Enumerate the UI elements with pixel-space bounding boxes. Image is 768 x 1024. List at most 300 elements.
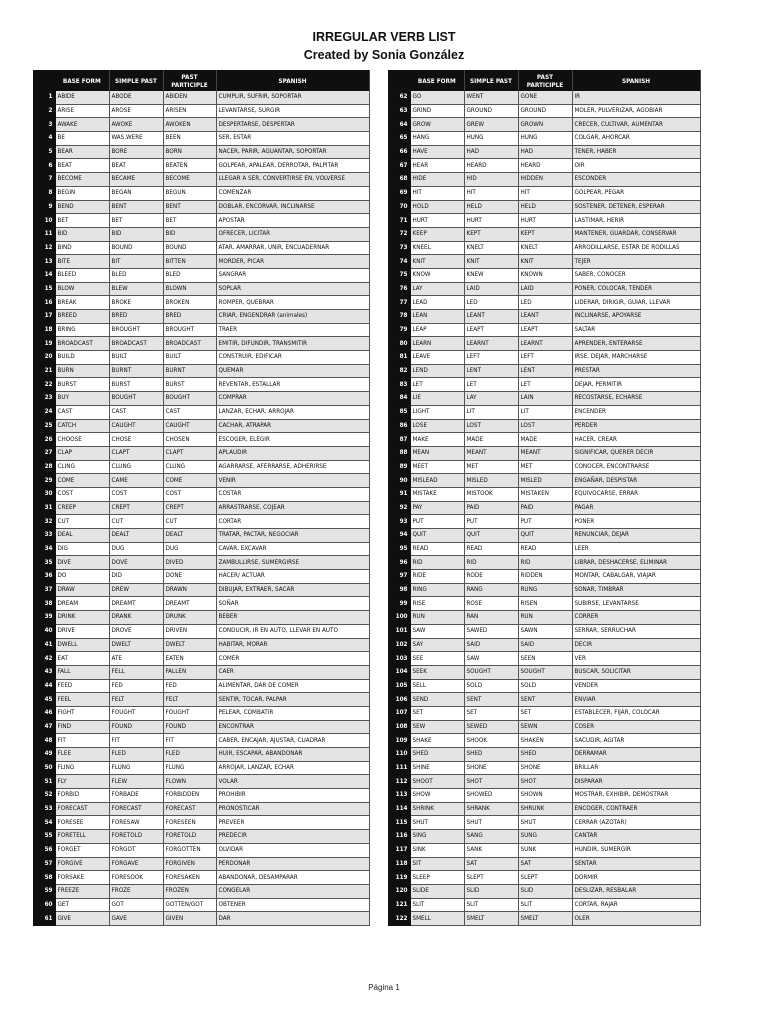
table-row <box>388 323 700 337</box>
verb-past-participle: COST <box>163 487 216 501</box>
verb-number: 63 <box>388 104 410 118</box>
verb-spanish: RENUNCIAR, DEJAR <box>572 529 700 543</box>
verb-base-form: KNOW <box>410 268 464 282</box>
verb-past-participle: FORGOTTEN <box>163 843 216 857</box>
verb-simple-past: KNIT <box>464 255 518 269</box>
verb-past-participle: BITTEN <box>163 255 216 269</box>
verb-base-form: SAW <box>410 624 464 638</box>
verb-spanish: COSTAR <box>216 487 369 501</box>
verb-past-participle: FELT <box>163 693 216 707</box>
verb-base-form: DO <box>55 570 109 584</box>
verb-spanish: LANZAR, ECHAR, ARROJAR <box>216 405 369 419</box>
table-row <box>388 775 700 789</box>
verb-number: 42 <box>33 652 55 666</box>
verb-simple-past: HELD <box>464 200 518 214</box>
verb-past-participle: DRAWN <box>163 583 216 597</box>
table-row <box>33 460 369 474</box>
verb-simple-past: SMELT <box>464 912 518 926</box>
verb-number: 58 <box>33 871 55 885</box>
table-row <box>388 638 700 652</box>
verb-spanish: EQUIVOCARSE, ERRAR <box>572 487 700 501</box>
verb-spanish: SER, ESTAR <box>216 132 369 146</box>
verb-spanish: SOSTENER, DETENER, ESPERAR <box>572 200 700 214</box>
verb-base-form: FORETELL <box>55 830 109 844</box>
table-row <box>33 310 369 324</box>
verb-past-participle: FORBIDDEN <box>163 789 216 803</box>
verb-simple-past: SAW <box>464 652 518 666</box>
verb-base-form: CLAP <box>55 446 109 460</box>
verb-base-form: SLIDE <box>410 884 464 898</box>
verb-base-form: BID <box>55 227 109 241</box>
verb-number: 61 <box>33 912 55 926</box>
verb-past-participle: HURT <box>518 214 572 228</box>
verb-base-form: SHAKE <box>410 734 464 748</box>
verb-spanish: IR <box>572 91 700 104</box>
verb-spanish: SERRAR, SERRUCHAR <box>572 624 700 638</box>
verb-spanish: ENCENDER <box>572 405 700 419</box>
verb-base-form: DIVE <box>55 556 109 570</box>
verb-base-form: DRIVE <box>55 624 109 638</box>
verb-base-form: QUIT <box>410 529 464 543</box>
verb-base-form: FORBID <box>55 789 109 803</box>
verb-table-left <box>33 70 370 926</box>
verb-spanish: DOBLAR, ENCORVAR, INCLINARSE <box>216 200 369 214</box>
verb-base-form: BET <box>55 214 109 228</box>
verb-base-form: SMELL <box>410 912 464 926</box>
verb-past-participle: FOUGHT <box>163 706 216 720</box>
verb-past-participle: BEEN <box>163 132 216 146</box>
verb-simple-past: RODE <box>464 570 518 584</box>
verb-spanish: LEER <box>572 542 700 556</box>
table-row <box>33 871 369 885</box>
verb-simple-past: SHONE <box>464 761 518 775</box>
verb-simple-past: SHRANK <box>464 802 518 816</box>
table-row <box>33 529 369 543</box>
past-participle-header <box>163 70 216 91</box>
table-row <box>33 830 369 844</box>
verb-past-participle: FORESEEN <box>163 816 216 830</box>
verb-number: 4 <box>33 132 55 146</box>
verb-base-form: CUT <box>55 515 109 529</box>
table-row <box>388 310 700 324</box>
verb-base-form: GIVE <box>55 912 109 926</box>
verb-past-participle: LENT <box>518 364 572 378</box>
verb-spanish: BUSCAR, SOLICITAR <box>572 665 700 679</box>
verb-simple-past: CAUGHT <box>109 419 163 433</box>
verb-number: 23 <box>33 392 55 406</box>
verb-past-participle: FORESAKEN <box>163 871 216 885</box>
verb-base-form: COST <box>55 487 109 501</box>
verb-simple-past: FORESAW <box>109 816 163 830</box>
table-row <box>33 91 369 104</box>
verb-spanish: COLGAR, AHORCAR <box>572 132 700 146</box>
verb-base-form: SAY <box>410 638 464 652</box>
verb-spanish: APRENDER, ENTERARSE <box>572 337 700 351</box>
verb-simple-past: BID <box>109 227 163 241</box>
table-row <box>33 515 369 529</box>
verb-number: 28 <box>33 460 55 474</box>
verb-base-form: BEAT <box>55 159 109 173</box>
verb-spanish: OFRECER, LICITAR <box>216 227 369 241</box>
verb-number: 89 <box>388 460 410 474</box>
verb-spanish: CONGELAR <box>216 884 369 898</box>
verb-spanish: ENCOGER, CONTRAER <box>572 802 700 816</box>
verb-spanish: MANTENER, GUARDAR, CONSERVAR <box>572 227 700 241</box>
verb-number: 20 <box>33 351 55 365</box>
table-row <box>388 145 700 159</box>
table-row <box>388 748 700 762</box>
table-row <box>388 474 700 488</box>
verb-spanish: ESTABLECER, FIJAR, COLOCAR <box>572 706 700 720</box>
verb-simple-past: BET <box>109 214 163 228</box>
verb-past-participle: BEATEN <box>163 159 216 173</box>
verb-simple-past: SLIT <box>464 898 518 912</box>
verb-spanish: OIR <box>572 159 700 173</box>
table-row <box>388 802 700 816</box>
verb-past-participle: LED <box>518 296 572 310</box>
table-row <box>33 351 369 365</box>
table-row <box>33 474 369 488</box>
verb-simple-past: FORGAVE <box>109 857 163 871</box>
table-row <box>33 898 369 912</box>
verb-past-participle: KNOWN <box>518 268 572 282</box>
verb-base-form: RING <box>410 583 464 597</box>
verb-past-participle: SHONE <box>518 761 572 775</box>
verb-base-form: BIND <box>55 241 109 255</box>
table-row <box>33 433 369 447</box>
verb-number: 86 <box>388 419 410 433</box>
verb-number: 66 <box>388 145 410 159</box>
verb-simple-past: FELL <box>109 665 163 679</box>
verb-past-participle: ABIDEN <box>163 91 216 104</box>
verb-simple-past: BIT <box>109 255 163 269</box>
verb-spanish: BRILLAR <box>572 761 700 775</box>
verb-base-form: PUT <box>410 515 464 529</box>
verb-simple-past: CAST <box>109 405 163 419</box>
verb-number: 21 <box>33 364 55 378</box>
verb-spanish: NACER, PARIR, AGUANTAR, SOPORTAR <box>216 145 369 159</box>
verb-base-form: EAT <box>55 652 109 666</box>
verb-number: 104 <box>388 665 410 679</box>
verb-past-participle: BECOME <box>163 173 216 187</box>
verb-spanish: LEVANTARSE, SURGIR <box>216 104 369 118</box>
verb-number: 27 <box>33 446 55 460</box>
verb-past-participle: KNELT <box>518 241 572 255</box>
verb-number: 47 <box>33 720 55 734</box>
verb-number: 94 <box>388 529 410 543</box>
table-row <box>388 214 700 228</box>
verb-past-participle: LET <box>518 378 572 392</box>
verb-past-participle: BID <box>163 227 216 241</box>
verb-spanish: PONER, COLOCAR, TENDER <box>572 282 700 296</box>
verb-spanish: PREDECIR <box>216 830 369 844</box>
verb-simple-past: ATE <box>109 652 163 666</box>
verb-simple-past: FORETOLD <box>109 830 163 844</box>
verb-base-form: SING <box>410 830 464 844</box>
verb-number: 9 <box>33 200 55 214</box>
past-participle-header-line2: PARTICIPLE <box>171 80 208 89</box>
verb-past-participle: SUNG <box>518 830 572 844</box>
verb-simple-past: GAVE <box>109 912 163 926</box>
verb-number: 101 <box>388 624 410 638</box>
verb-past-participle: BROADCAST <box>163 337 216 351</box>
verb-number: 95 <box>388 542 410 556</box>
verb-spanish: SALTAR <box>572 323 700 337</box>
verb-simple-past: SENT <box>464 693 518 707</box>
verb-past-participle: SAT <box>518 857 572 871</box>
verb-number: 72 <box>388 227 410 241</box>
verb-spanish: LIDERAR, DIRIGIR, GUIAR, LLEVAR <box>572 296 700 310</box>
verb-spanish: DAR <box>216 912 369 926</box>
table-row <box>388 871 700 885</box>
verb-spanish: GOLPEAR, PEGAR <box>572 186 700 200</box>
verb-past-participle: FALLEN <box>163 665 216 679</box>
verb-table-left-body <box>33 91 369 925</box>
table-row <box>388 816 700 830</box>
verb-simple-past: GROUND <box>464 104 518 118</box>
verb-simple-past: SAT <box>464 857 518 871</box>
verb-base-form: LEAN <box>410 310 464 324</box>
verb-number: 78 <box>388 310 410 324</box>
table-row <box>388 570 700 584</box>
verb-spanish: CONOCER, ENCONTRARSE <box>572 460 700 474</box>
verb-spanish: QUEMAR <box>216 364 369 378</box>
verb-base-form: SEEK <box>410 665 464 679</box>
verb-simple-past: GREW <box>464 118 518 132</box>
verb-simple-past: BLEW <box>109 282 163 296</box>
verb-number: 56 <box>33 843 55 857</box>
verb-spanish: HABITAR, MORAR <box>216 638 369 652</box>
table-row <box>388 159 700 173</box>
verb-number: 45 <box>33 693 55 707</box>
verb-number: 5 <box>33 145 55 159</box>
table-row <box>33 145 369 159</box>
verb-number: 39 <box>33 611 55 625</box>
verb-base-form: FLEE <box>55 748 109 762</box>
table-row <box>33 789 369 803</box>
verb-past-participle: SOUGHT <box>518 665 572 679</box>
verb-number: 88 <box>388 446 410 460</box>
table-row <box>33 884 369 898</box>
verb-base-form: FREEZE <box>55 884 109 898</box>
verb-base-form: MAKE <box>410 433 464 447</box>
verb-number: 111 <box>388 761 410 775</box>
verb-base-form: DWELL <box>55 638 109 652</box>
verb-number: 49 <box>33 748 55 762</box>
table-row <box>388 186 700 200</box>
verb-number: 68 <box>388 173 410 187</box>
verb-past-participle: CLUNG <box>163 460 216 474</box>
verb-base-form: LEAD <box>410 296 464 310</box>
table-row <box>33 679 369 693</box>
table-row <box>33 570 369 584</box>
verb-simple-past: AROSE <box>109 104 163 118</box>
verb-base-form: FLY <box>55 775 109 789</box>
verb-number: 25 <box>33 419 55 433</box>
verb-number: 48 <box>33 734 55 748</box>
verb-spanish: COMENZAR <box>216 186 369 200</box>
verb-past-participle: SMELT <box>518 912 572 926</box>
verb-simple-past: LAID <box>464 282 518 296</box>
table-row <box>388 720 700 734</box>
verb-spanish: SENTIR, TOCAR, PALPAR <box>216 693 369 707</box>
verb-spanish: PERDER <box>572 419 700 433</box>
verb-spanish: PRESTAR <box>572 364 700 378</box>
verb-number: 106 <box>388 693 410 707</box>
verb-past-participle: FIT <box>163 734 216 748</box>
verb-spanish: MOLER, PULVERIZAR, AGOBIAR <box>572 104 700 118</box>
verb-past-participle: KNIT <box>518 255 572 269</box>
table-row <box>33 542 369 556</box>
table-row <box>388 830 700 844</box>
verb-past-participle: BLOWN <box>163 282 216 296</box>
verb-past-participle: CAUGHT <box>163 419 216 433</box>
table-row <box>33 748 369 762</box>
verb-base-form: SHINE <box>410 761 464 775</box>
verb-simple-past: FELT <box>109 693 163 707</box>
verb-past-participle: SHAKEN <box>518 734 572 748</box>
verb-spanish: DECIR <box>572 638 700 652</box>
table-row <box>33 556 369 570</box>
verb-simple-past: DWELT <box>109 638 163 652</box>
verb-simple-past: LEARNT <box>464 337 518 351</box>
verb-past-participle: ARISEN <box>163 104 216 118</box>
verb-past-participle: FLOWN <box>163 775 216 789</box>
verb-spanish: APLAUDIR <box>216 446 369 460</box>
verb-simple-past: CREPT <box>109 501 163 515</box>
verb-past-participle: MET <box>518 460 572 474</box>
verb-number: 97 <box>388 570 410 584</box>
verb-spanish: CORTAR <box>216 515 369 529</box>
verb-number: 30 <box>33 487 55 501</box>
verb-simple-past: SLEPT <box>464 871 518 885</box>
verb-number: 37 <box>33 583 55 597</box>
table-row <box>33 268 369 282</box>
verb-base-form: FORGIVE <box>55 857 109 871</box>
verb-simple-past: BROUGHT <box>109 323 163 337</box>
verb-spanish: VENDER <box>572 679 700 693</box>
verb-simple-past: MADE <box>464 433 518 447</box>
verb-base-form: FIND <box>55 720 109 734</box>
verb-simple-past: SANK <box>464 843 518 857</box>
verb-past-participle: LEARNT <box>518 337 572 351</box>
verb-number: 52 <box>33 789 55 803</box>
verb-number: 108 <box>388 720 410 734</box>
table-row <box>388 679 700 693</box>
verb-base-form: SHUT <box>410 816 464 830</box>
verb-simple-past: LIT <box>464 405 518 419</box>
table-row <box>388 898 700 912</box>
table-row <box>33 337 369 351</box>
verb-number: 3 <box>33 118 55 132</box>
verb-simple-past: FORECAST <box>109 802 163 816</box>
verb-number: 85 <box>388 405 410 419</box>
verb-base-form: SHOW <box>410 789 464 803</box>
verb-past-participle: BET <box>163 214 216 228</box>
verb-base-form: BREAK <box>55 296 109 310</box>
verb-spanish: ARRASTRARSE, COJEAR <box>216 501 369 515</box>
verb-spanish: REVENTAR, ESTALLAR <box>216 378 369 392</box>
verb-number: 87 <box>388 433 410 447</box>
verb-simple-past: KEPT <box>464 227 518 241</box>
verb-spanish: ATAR, AMARRAR, UNIR, ENCUADERNAR <box>216 241 369 255</box>
verb-number: 34 <box>33 542 55 556</box>
verb-spanish: ESCONDER <box>572 173 700 187</box>
verb-simple-past: CLAPT <box>109 446 163 460</box>
verb-number: 110 <box>388 748 410 762</box>
verb-base-form: DRAW <box>55 583 109 597</box>
verb-spanish: SOÑAR <box>216 597 369 611</box>
verb-base-form: SEE <box>410 652 464 666</box>
verb-past-participle: BURNT <box>163 364 216 378</box>
verb-spanish: CAVAR, EXCAVAR <box>216 542 369 556</box>
verb-simple-past: LEANT <box>464 310 518 324</box>
spanish-header: SPANISH <box>216 70 369 91</box>
verb-past-participle: GONE <box>518 91 572 104</box>
verb-number: 120 <box>388 884 410 898</box>
verb-simple-past: HAD <box>464 145 518 159</box>
table-row <box>388 392 700 406</box>
spanish-header: SPANISH <box>572 70 700 91</box>
verb-spanish: COMER <box>216 652 369 666</box>
verb-simple-past: LEFT <box>464 351 518 365</box>
verb-spanish: VENIR <box>216 474 369 488</box>
verb-base-form: MISTAKE <box>410 487 464 501</box>
verb-simple-past: LAY <box>464 392 518 406</box>
table-row <box>33 638 369 652</box>
verb-simple-past: BEGAN <box>109 186 163 200</box>
verb-simple-past: BLED <box>109 268 163 282</box>
verb-past-participle: CAST <box>163 405 216 419</box>
verb-simple-past: HID <box>464 173 518 187</box>
verb-base-form: GROW <box>410 118 464 132</box>
verb-number: 59 <box>33 884 55 898</box>
table-row <box>388 611 700 625</box>
table-row <box>388 200 700 214</box>
verb-number: 65 <box>388 132 410 146</box>
verb-simple-past: BORE <box>109 145 163 159</box>
verb-simple-past: DRANK <box>109 611 163 625</box>
verb-past-participle: GIVEN <box>163 912 216 926</box>
verb-past-participle: LAIN <box>518 392 572 406</box>
verb-past-participle: FLUNG <box>163 761 216 775</box>
verb-number: 80 <box>388 337 410 351</box>
verb-base-form: CATCH <box>55 419 109 433</box>
verb-simple-past: LED <box>464 296 518 310</box>
verb-past-participle: FORGIVEN <box>163 857 216 871</box>
verb-number: 73 <box>388 241 410 255</box>
verb-past-participle: LOST <box>518 419 572 433</box>
verb-base-form: HURT <box>410 214 464 228</box>
verb-spanish: SIGNIFICAR, QUERER DECIR <box>572 446 700 460</box>
table-row <box>33 118 369 132</box>
verb-base-form: FIGHT <box>55 706 109 720</box>
verb-past-participle: SOLD <box>518 679 572 693</box>
verb-number: 71 <box>388 214 410 228</box>
verb-simple-past: LOST <box>464 419 518 433</box>
verb-simple-past: SAWED <box>464 624 518 638</box>
verb-base-form: FEEL <box>55 693 109 707</box>
verb-past-participle: MISLED <box>518 474 572 488</box>
verb-simple-past: CUT <box>109 515 163 529</box>
table-row <box>388 843 700 857</box>
verb-spanish: DORMIR <box>572 871 700 885</box>
verb-spanish: DIBUJAR, EXTRAER, SACAR <box>216 583 369 597</box>
verb-number: 1 <box>33 91 55 104</box>
verb-simple-past: CLUNG <box>109 460 163 474</box>
verb-number: 19 <box>33 337 55 351</box>
verb-simple-past: HURT <box>464 214 518 228</box>
